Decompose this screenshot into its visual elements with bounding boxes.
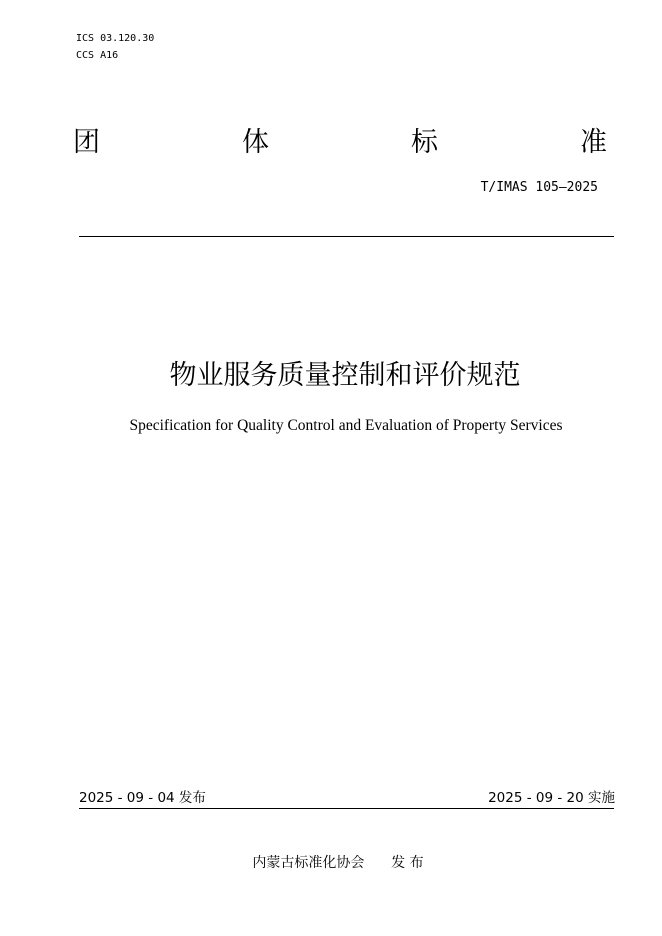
document-title-chinese: 物业服务质量控制和评价规范 bbox=[169, 360, 521, 391]
top-divider bbox=[79, 236, 614, 237]
ics-code: ICS 03.120.30 bbox=[76, 33, 155, 44]
header-char-4: 准 bbox=[580, 127, 607, 158]
header-char-2: 体 bbox=[242, 127, 269, 158]
publisher: 内蒙古标准化协会 发 布 bbox=[252, 855, 424, 871]
ccs-code: CCS A16 bbox=[76, 50, 119, 61]
issue-date: 2025 - 09 - 04 发布 bbox=[79, 790, 206, 806]
implementation-date: 2025 - 09 - 20 实施 bbox=[488, 790, 615, 806]
standard-code: T/IMAS 105—2025 bbox=[480, 180, 598, 195]
bottom-divider bbox=[79, 808, 614, 809]
document-title-english: Specification for Quality Control and Evaluation of Property Services bbox=[129, 417, 563, 434]
header-char-1: 团 bbox=[73, 127, 100, 158]
header-char-3: 标 bbox=[411, 127, 438, 158]
